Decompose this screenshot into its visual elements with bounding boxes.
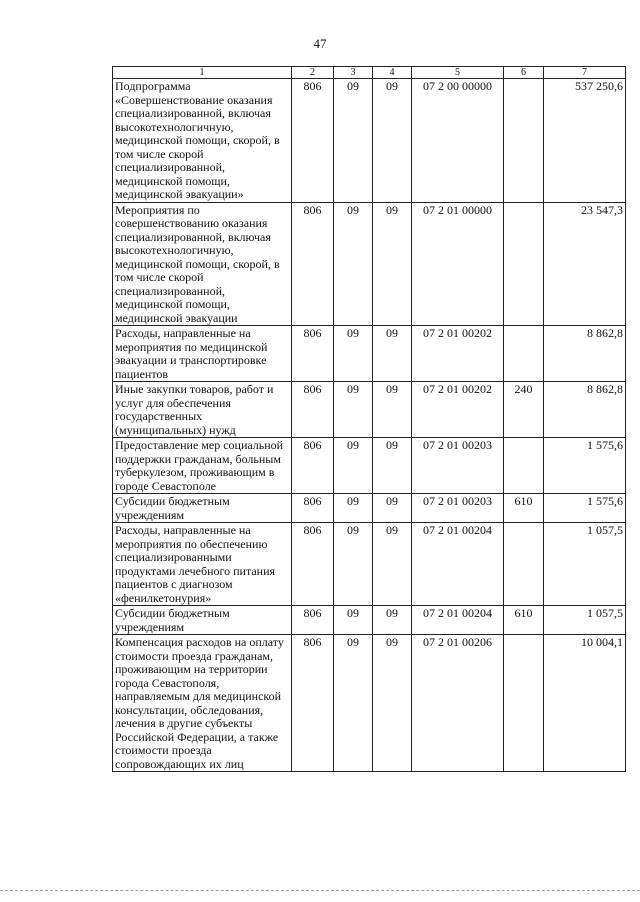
- row-section: 09: [334, 523, 373, 606]
- row-subsection: 09: [373, 79, 412, 203]
- row-admin-code: 806: [292, 382, 334, 438]
- row-subsection: 09: [373, 606, 412, 635]
- row-name: Субсидии бюджетным учреждениям: [113, 494, 292, 523]
- row-amount: 10 004,1: [544, 635, 626, 772]
- table-row: [113, 79, 626, 203]
- row-target-article: 07 2 01 00000: [412, 202, 504, 326]
- table-row: [113, 382, 626, 438]
- row-expense-type: [504, 523, 544, 606]
- row-expense-type: [504, 438, 544, 494]
- row-name: Компенсация расходов на оплату стоимости проезда гражданам, проживающим на территории города Севастополя, направляемым для медицинской консультации, обследования, лечения в другие субъекты Российской Федерации, а также стоимости проезда сопровождающих их лиц: [113, 635, 292, 772]
- row-target-article: 07 2 01 00206: [412, 635, 504, 772]
- row-subsection: 09: [373, 382, 412, 438]
- row-expense-type: 240: [504, 382, 544, 438]
- row-amount: 537 250,6: [544, 79, 626, 203]
- page-bottom-divider: [0, 890, 640, 891]
- row-amount: 23 547,3: [544, 202, 626, 326]
- row-section: 09: [334, 494, 373, 523]
- header-cell: 1: [113, 67, 292, 79]
- row-target-article: 07 2 01 00203: [412, 438, 504, 494]
- row-expense-type: 610: [504, 606, 544, 635]
- row-name: Расходы, направленные на мероприятия по обеспечению специализированными продуктами лечебного питания пациентов с диагнозом «фенилкетонурия»: [113, 523, 292, 606]
- row-subsection: 09: [373, 438, 412, 494]
- row-amount: 1 057,5: [544, 606, 626, 635]
- row-section: 09: [334, 382, 373, 438]
- row-admin-code: 806: [292, 79, 334, 203]
- row-name: Иные закупки товаров, работ и услуг для обеспечения государственных (муниципальных) нужд: [113, 382, 292, 438]
- row-subsection: 09: [373, 635, 412, 772]
- header-cell: 6: [504, 67, 544, 79]
- row-name: Субсидии бюджетным учреждениям: [113, 606, 292, 635]
- row-amount: 8 862,8: [544, 382, 626, 438]
- row-expense-type: [504, 635, 544, 772]
- row-subsection: 09: [373, 494, 412, 523]
- table-row: [113, 635, 626, 772]
- row-admin-code: 806: [292, 523, 334, 606]
- page-number: 47: [313, 36, 327, 51]
- table-row: [113, 326, 626, 382]
- header-cell: 7: [544, 67, 626, 79]
- row-target-article: 07 2 01 00202: [412, 326, 504, 382]
- row-name: Мероприятия по совершенствованию оказания специализированной, включая высокотехнологичную, медицинской помощи, скорой, в том числе скорой специализированной, медицинской помощи, медицинской эвакуации: [113, 202, 292, 326]
- row-admin-code: 806: [292, 438, 334, 494]
- table-row: [113, 606, 626, 635]
- row-target-article: 07 2 01 00204: [412, 606, 504, 635]
- row-section: 09: [334, 438, 373, 494]
- row-name: Подпрограмма «Совершенствование оказания специализированной, включая высокотехнологичную, медицинской помощи, скорой, в том числе скорой специализированной, медицинской помощи, медицинской эвакуации»: [113, 79, 292, 203]
- row-section: 09: [334, 606, 373, 635]
- row-subsection: 09: [373, 202, 412, 326]
- row-expense-type: [504, 79, 544, 203]
- table-row: [113, 438, 626, 494]
- budget-table: [112, 66, 626, 772]
- row-subsection: 09: [373, 523, 412, 606]
- row-section: 09: [334, 79, 373, 203]
- header-cell: 5: [412, 67, 504, 79]
- row-target-article: 07 2 01 00202: [412, 382, 504, 438]
- row-amount: 1 057,5: [544, 523, 626, 606]
- row-expense-type: [504, 326, 544, 382]
- row-admin-code: 806: [292, 326, 334, 382]
- row-name: Расходы, направленные на мероприятия по медицинской эвакуации и транспортировке пациентов: [113, 326, 292, 382]
- table-row: [113, 202, 626, 326]
- row-amount: 1 575,6: [544, 438, 626, 494]
- row-section: 09: [334, 635, 373, 772]
- row-section: 09: [334, 202, 373, 326]
- table-row: [113, 523, 626, 606]
- row-admin-code: 806: [292, 202, 334, 326]
- row-admin-code: 806: [292, 494, 334, 523]
- row-target-article: 07 2 01 00204: [412, 523, 504, 606]
- table-header-row: [113, 67, 626, 79]
- row-amount: 8 862,8: [544, 326, 626, 382]
- row-admin-code: 806: [292, 606, 334, 635]
- header-cell: 3: [334, 67, 373, 79]
- row-amount: 1 575,6: [544, 494, 626, 523]
- row-target-article: 07 2 00 00000: [412, 79, 504, 203]
- row-admin-code: 806: [292, 635, 334, 772]
- row-section: 09: [334, 326, 373, 382]
- row-expense-type: [504, 202, 544, 326]
- row-subsection: 09: [373, 326, 412, 382]
- row-name: Предоставление мер социальной поддержки гражданам, больным туберкулезом, проживающим в городе Севастополе: [113, 438, 292, 494]
- row-expense-type: 610: [504, 494, 544, 523]
- row-target-article: 07 2 01 00203: [412, 494, 504, 523]
- table-row: [113, 494, 626, 523]
- header-cell: 4: [373, 67, 412, 79]
- header-cell: 2: [292, 67, 334, 79]
